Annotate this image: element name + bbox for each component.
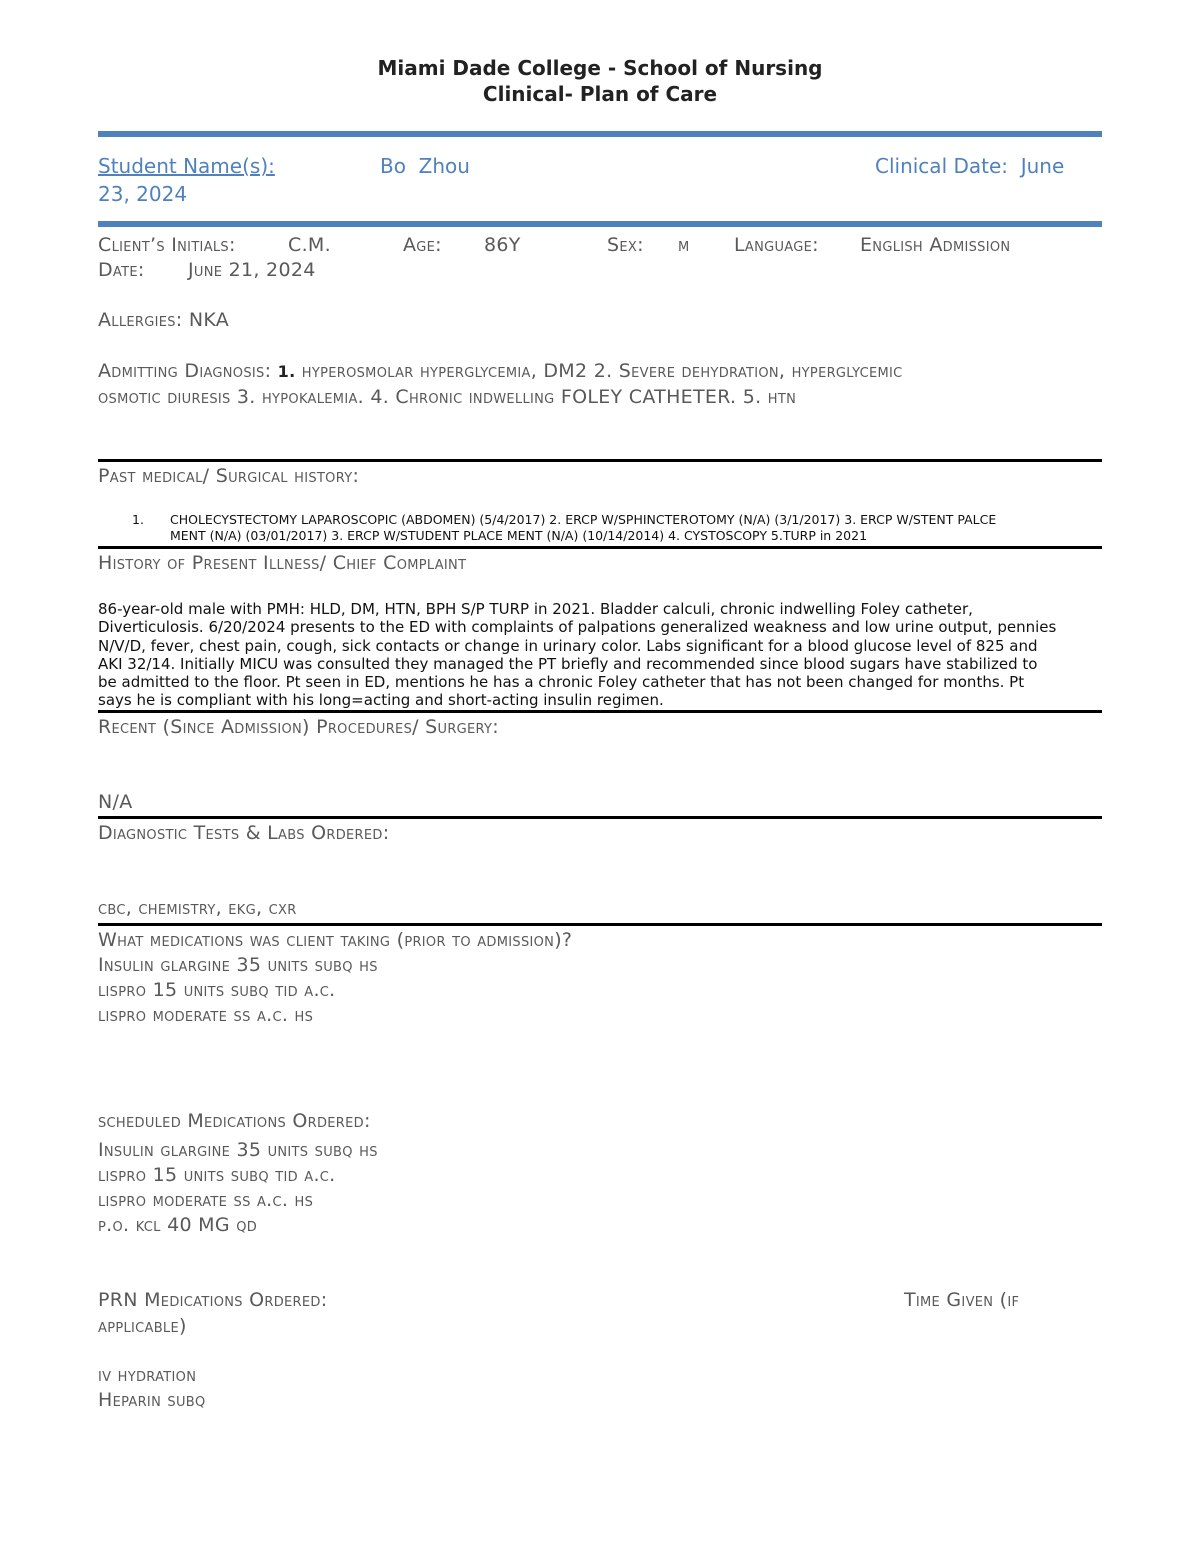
past-history-item-number: 1. [132, 512, 144, 527]
hpi-line: be admitted to the floor. Pt seen in ED, mentions he has a chronic Foley catheter that has not been changed for months. Pt [98, 673, 1025, 692]
admitting-diagnosis-line1 [98, 360, 903, 382]
prn-med-item: iv hydration [98, 1364, 197, 1386]
hpi-line: N/V/D, fever, chest pain, cough, sick contacts or change in urinary color. Labs significant for a blood glucose level of 825 and [98, 636, 1038, 655]
student-name-value: Bo Zhou [380, 154, 470, 178]
client-initials-label: Client’s Initials: [98, 234, 236, 256]
hpi-divider [98, 546, 1102, 549]
scheduled-meds-heading: scheduled Medications Ordered: [98, 1110, 371, 1132]
scheduled-med-item: Insulin glargine 35 units subq hs [98, 1139, 378, 1161]
past-history-divider [98, 459, 1102, 462]
hpi-line: says he is compliant with his long=acting and short-acting insulin regimen. [98, 691, 664, 710]
past-history-line1: CHOLECYSTECTOMY LAPAROSCOPIC (ABDOMEN) (5/4/2017) 2. ERCP W/SPHINCTEROTOMY (N/A) (3/1/2017) 3. ERCP W/STENT PALCE [170, 512, 997, 527]
clinical-date-cont: 23, 2024 [98, 182, 188, 206]
student-divider [98, 221, 1102, 227]
clinical-date-label: Clinical Date: June [875, 154, 1065, 178]
home-med-item: Insulin glargine 35 units subq hs [98, 954, 378, 976]
hpi-heading: History of Present Illness/ Chief Complaint [98, 552, 467, 574]
language-label: Language: [734, 234, 819, 256]
document-subtitle: Clinical- Plan of Care [482, 82, 718, 106]
recent-procedures-heading: Recent (Since Admission) Procedures/ Surgery: [98, 716, 499, 738]
language-value: English Admission [860, 234, 1011, 256]
admission-date-value: June 21, 2024 [188, 259, 316, 281]
hpi-line: AKI 32/14. Initially MICU was consulted they managed the PT briefly and recommended since blood sugars have stabilized to [98, 654, 1038, 673]
scheduled-med-item: p.o. kcl 40 MG qd [98, 1214, 258, 1236]
recent-procedures-value: N/A [98, 791, 133, 813]
hpi-text [98, 600, 1108, 710]
scheduled-med-item: lispro moderate ss a.c. hs [98, 1189, 314, 1211]
home-med-item: lispro 15 units subq tid a.c. [98, 979, 336, 1001]
admitting-diagnosis-line2: osmotic diuresis 3. hypokalemia. 4. Chronic indwelling FOLEY CATHETER. 5. htn [98, 386, 797, 408]
past-history-line2: MENT (N/A) (03/01/2017) 3. ERCP W/STUDENT PLACE MENT (N/A) (10/14/2014) 4. CYSTOSCOPY 5.TURP in 2021 [170, 528, 868, 543]
diagnostic-tests-divider [98, 816, 1102, 819]
admission-date-label: Date: [98, 259, 145, 281]
diagnostic-tests-heading: Diagnostic Tests & Labs Ordered: [98, 822, 390, 844]
admitting-diagnosis-text1: hyperosmolar hyperglycemia, DM2 2. Severe dehydration, hyperglycemic [301, 360, 903, 382]
admitting-diagnosis-label: Admitting Diagnosis: [98, 360, 272, 382]
home-meds-heading: What medications was client taking (prior to admission)? [98, 929, 573, 951]
prn-meds-heading: PRN Medications Ordered: [98, 1289, 328, 1311]
time-given-label: Time Given (if [904, 1289, 1020, 1311]
sex-value: m [678, 234, 690, 256]
recent-procedures-divider [98, 710, 1102, 713]
hpi-line: 86-year-old male with PMH: HLD, DM, HTN, BPH S/P TURP in 2021. Bladder calculi, chronic indwelling Foley catheter, [98, 600, 973, 618]
home-meds-divider [98, 923, 1102, 926]
age-value: 86Y [484, 234, 521, 256]
hpi-line: Diverticulosis. 6/20/2024 presents to the ED with complaints of palpations generalized weakness and low urine output, pennies [98, 618, 1057, 637]
admitting-diagnosis-number: 1. [277, 362, 296, 381]
past-history-heading: Past medical/ Surgical history: [98, 465, 360, 487]
document-title: Miami Dade College - School of Nursing [377, 56, 823, 80]
time-given-cont: applicable) [98, 1315, 187, 1337]
prn-med-item: Heparin subq [98, 1389, 206, 1411]
age-label: Age: [403, 234, 442, 256]
client-initials-value: C.M. [288, 234, 331, 256]
student-name-label: Student Name(s): [98, 154, 275, 178]
top-divider [98, 131, 1102, 137]
scheduled-med-item: lispro 15 units subq tid a.c. [98, 1164, 336, 1186]
diagnostic-tests-value: cbc, chemistry, ekg, cxr [98, 897, 297, 919]
home-med-item: lispro moderate ss a.c. hs [98, 1004, 314, 1026]
allergies: Allergies: NKA [98, 309, 230, 331]
sex-label: Sex: [607, 234, 644, 256]
